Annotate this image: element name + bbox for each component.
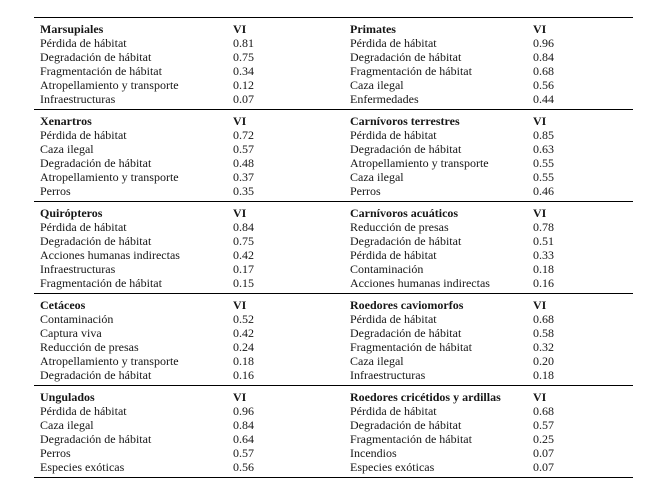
threat-row [344, 78, 633, 92]
group-header-row [344, 390, 633, 404]
threat-row [344, 262, 633, 276]
threat-row [344, 460, 633, 474]
threat-vi-value: 0.55 [533, 156, 554, 170]
threat-vi-value: 0.55 [533, 170, 554, 184]
threat-vi-value: 0.07 [533, 460, 554, 474]
threat-label: Degradación de hábitat [40, 156, 152, 170]
threat-label: Infraestructuras [40, 92, 116, 106]
threat-row [34, 326, 344, 340]
group-title: Ungulados [40, 390, 95, 404]
threat-label: Degradación de hábitat [350, 234, 462, 248]
threat-label: Acciones humanas indirectas [350, 276, 490, 290]
group-title: Roedores caviomorfos [350, 298, 464, 312]
threat-label: Pérdida de hábitat [350, 128, 437, 142]
vi-column-header: VI [233, 298, 247, 312]
threat-row [34, 128, 344, 142]
threat-vi-value: 0.96 [533, 36, 554, 50]
threat-vi-value: 0.81 [233, 36, 254, 50]
threat-label: Especies exóticas [350, 460, 435, 474]
group-header-row [34, 390, 344, 404]
threat-vi-value: 0.48 [233, 156, 254, 170]
threat-label: Caza ilegal [40, 142, 94, 156]
vi-column-header: VI [533, 206, 547, 220]
threat-row [344, 64, 633, 78]
group-block-left [34, 22, 344, 106]
vulnerability-index-table [34, 17, 633, 478]
threat-label: Degradación de hábitat [350, 50, 462, 64]
threat-label: Pérdida de hábitat [350, 36, 437, 50]
threat-label: Caza ilegal [350, 354, 404, 368]
group-header-row [34, 206, 344, 220]
threat-label: Infraestructuras [350, 368, 426, 382]
threat-row [344, 170, 633, 184]
threat-label: Degradación de hábitat [350, 418, 462, 432]
threat-row [344, 312, 633, 326]
threat-vi-value: 0.57 [533, 418, 554, 432]
threat-row [34, 64, 344, 78]
threat-label: Degradación de hábitat [40, 368, 152, 382]
threat-vi-value: 0.52 [233, 312, 254, 326]
threat-label: Pérdida de hábitat [350, 312, 437, 326]
threat-label: Fragmentación de hábitat [350, 432, 472, 446]
threat-vi-value: 0.56 [233, 460, 254, 474]
threat-label: Pérdida de hábitat [350, 248, 437, 262]
threat-row [344, 92, 633, 106]
group-header-row [344, 298, 633, 312]
threat-label: Perros [40, 184, 71, 198]
threat-label: Atropellamiento y transporte [40, 78, 179, 92]
threat-label: Degradación de hábitat [350, 326, 462, 340]
threat-vi-value: 0.68 [533, 312, 554, 326]
group-header-row [344, 206, 633, 220]
threat-vi-value: 0.16 [533, 276, 554, 290]
threat-vi-value: 0.85 [533, 128, 554, 142]
table-band [34, 201, 633, 293]
threat-row [344, 326, 633, 340]
threat-label: Pérdida de hábitat [40, 128, 127, 142]
table-band [34, 109, 633, 201]
threat-vi-value: 0.78 [533, 220, 554, 234]
group-header-row [34, 114, 344, 128]
threat-row [344, 220, 633, 234]
threat-label: Pérdida de hábitat [350, 404, 437, 418]
threat-vi-value: 0.64 [233, 432, 254, 446]
table-band [34, 17, 633, 109]
threat-row [34, 418, 344, 432]
threat-row [344, 276, 633, 290]
threat-vi-value: 0.24 [233, 340, 254, 354]
vi-column-header: VI [533, 22, 547, 36]
threat-label: Fragmentación de hábitat [40, 64, 162, 78]
threat-vi-value: 0.68 [533, 64, 554, 78]
threat-label: Fragmentación de hábitat [350, 64, 472, 78]
threat-row [34, 368, 344, 382]
threat-vi-value: 0.16 [233, 368, 254, 382]
threat-vi-value: 0.84 [533, 50, 554, 64]
threat-label: Pérdida de hábitat [40, 220, 127, 234]
threat-vi-value: 0.12 [233, 78, 254, 92]
vi-column-header: VI [233, 114, 247, 128]
threat-row [34, 156, 344, 170]
threat-row [344, 340, 633, 354]
vi-column-header: VI [233, 390, 247, 404]
threat-vi-value: 0.84 [233, 418, 254, 432]
threat-label: Captura viva [40, 326, 102, 340]
threat-row [344, 368, 633, 382]
group-block-right [344, 206, 633, 290]
group-block-left [34, 114, 344, 198]
threat-label: Fragmentación de hábitat [40, 276, 162, 290]
threat-row [34, 312, 344, 326]
threat-label: Fragmentación de hábitat [350, 340, 472, 354]
threat-row [34, 78, 344, 92]
group-block-left [34, 390, 344, 474]
threat-label: Contaminación [350, 262, 424, 276]
threat-label: Especies exóticas [40, 460, 125, 474]
threat-row [34, 432, 344, 446]
threat-vi-value: 0.20 [533, 354, 554, 368]
threat-vi-value: 0.96 [233, 404, 254, 418]
threat-vi-value: 0.17 [233, 262, 254, 276]
threat-row [344, 184, 633, 198]
threat-label: Degradación de hábitat [40, 432, 152, 446]
threat-row [344, 432, 633, 446]
threat-vi-value: 0.75 [233, 50, 254, 64]
vi-column-header: VI [533, 114, 547, 128]
threat-label: Pérdida de hábitat [40, 36, 127, 50]
threat-row [34, 446, 344, 460]
threat-vi-value: 0.42 [233, 248, 254, 262]
threat-vi-value: 0.63 [533, 142, 554, 156]
threat-row [34, 36, 344, 50]
threat-vi-value: 0.07 [533, 446, 554, 460]
threat-label: Degradación de hábitat [350, 142, 462, 156]
threat-row [34, 404, 344, 418]
group-header-row [344, 114, 633, 128]
threat-vi-value: 0.84 [233, 220, 254, 234]
vi-column-header: VI [233, 206, 247, 220]
group-header-row [34, 298, 344, 312]
threat-vi-value: 0.34 [233, 64, 254, 78]
threat-vi-value: 0.18 [533, 368, 554, 382]
threat-label: Caza ilegal [350, 78, 404, 92]
threat-row [34, 340, 344, 354]
table-band [34, 385, 633, 477]
threat-row [344, 128, 633, 142]
threat-vi-value: 0.57 [233, 142, 254, 156]
threat-row [344, 248, 633, 262]
threat-label: Incendios [350, 446, 397, 460]
threat-row [344, 36, 633, 50]
group-title: Cetáceos [40, 298, 86, 312]
threat-vi-value: 0.18 [533, 262, 554, 276]
threat-label: Degradación de hábitat [40, 234, 152, 248]
group-title: Roedores cricétidos y ardillas [350, 390, 501, 404]
threat-row [34, 142, 344, 156]
threat-vi-value: 0.68 [533, 404, 554, 418]
threat-vi-value: 0.44 [533, 92, 554, 106]
threat-vi-value: 0.32 [533, 340, 554, 354]
threat-vi-value: 0.58 [533, 326, 554, 340]
threat-vi-value: 0.56 [533, 78, 554, 92]
threat-row [344, 404, 633, 418]
threat-label: Caza ilegal [350, 170, 404, 184]
group-title: Marsupiales [40, 22, 104, 36]
threat-row [34, 220, 344, 234]
group-block-right [344, 22, 633, 106]
threat-vi-value: 0.51 [533, 234, 554, 248]
threat-vi-value: 0.72 [233, 128, 254, 142]
threat-label: Degradación de hábitat [40, 50, 152, 64]
threat-row [344, 354, 633, 368]
threat-row [34, 354, 344, 368]
threat-label: Caza ilegal [40, 418, 94, 432]
threat-vi-value: 0.18 [233, 354, 254, 368]
threat-row [344, 142, 633, 156]
threat-label: Perros [40, 446, 71, 460]
threat-label: Atropellamiento y transporte [40, 354, 179, 368]
threat-row [34, 234, 344, 248]
threat-vi-value: 0.42 [233, 326, 254, 340]
threat-row [34, 248, 344, 262]
group-block-right [344, 114, 633, 198]
threat-vi-value: 0.37 [233, 170, 254, 184]
group-title: Primates [350, 22, 396, 36]
threat-label: Enfermedades [350, 92, 419, 106]
table-band [34, 293, 633, 385]
threat-vi-value: 0.46 [533, 184, 554, 198]
threat-row [344, 234, 633, 248]
threat-vi-value: 0.07 [233, 92, 254, 106]
threat-vi-value: 0.75 [233, 234, 254, 248]
threat-row [34, 276, 344, 290]
group-header-row [34, 22, 344, 36]
threat-row [344, 156, 633, 170]
threat-row [34, 262, 344, 276]
vi-column-header: VI [533, 298, 547, 312]
group-title: Carnívoros terrestres [350, 114, 460, 128]
group-block-left [34, 206, 344, 290]
threat-row [34, 184, 344, 198]
threat-label: Atropellamiento y transporte [40, 170, 179, 184]
threat-label: Pérdida de hábitat [40, 404, 127, 418]
threat-vi-value: 0.25 [533, 432, 554, 446]
threat-vi-value: 0.33 [533, 248, 554, 262]
threat-row [344, 446, 633, 460]
threat-label: Contaminación [40, 312, 114, 326]
threat-vi-value: 0.35 [233, 184, 254, 198]
threat-row [34, 460, 344, 474]
threat-row [344, 418, 633, 432]
threat-row [34, 170, 344, 184]
threat-row [34, 92, 344, 106]
threat-label: Reducción de presas [350, 220, 449, 234]
threat-label: Reducción de presas [40, 340, 139, 354]
threat-vi-value: 0.57 [233, 446, 254, 460]
threat-row [344, 50, 633, 64]
vi-column-header: VI [233, 22, 247, 36]
threat-vi-value: 0.15 [233, 276, 254, 290]
threat-row [34, 50, 344, 64]
group-title: Carnívoros acuáticos [350, 206, 459, 220]
threat-label: Infraestructuras [40, 262, 116, 276]
threat-label: Perros [350, 184, 381, 198]
group-title: Xenartros [40, 114, 92, 128]
group-title: Quirópteros [40, 206, 103, 220]
group-block-right [344, 298, 633, 382]
group-block-left [34, 298, 344, 382]
threat-label: Acciones humanas indirectas [40, 248, 180, 262]
group-block-right [344, 390, 633, 474]
vi-column-header: VI [533, 390, 547, 404]
group-header-row [344, 22, 633, 36]
threat-label: Atropellamiento y transporte [350, 156, 489, 170]
